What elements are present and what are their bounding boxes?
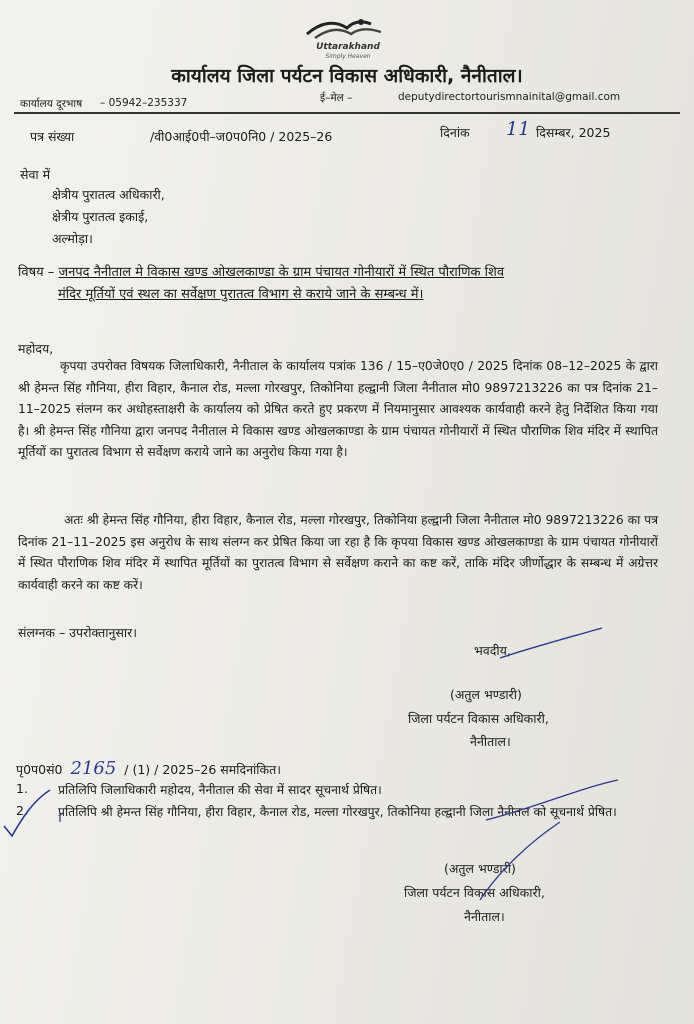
- copy-item-number: 1.: [16, 781, 28, 796]
- recipient-line: अल्मोड़ा।: [52, 231, 93, 246]
- letter-no-label: पत्र संख्या: [30, 129, 75, 144]
- copy-item: प्रतिलिपि जिलाधिकारी महोदय, नैनीताल की सेवा में सादर सूचनार्थ प्रेषित।: [58, 783, 382, 797]
- phone-label: कार्यालय दूरभाष: [20, 98, 83, 110]
- signatory-designation-2: जिला पर्यटन विकास अधिकारी,: [404, 885, 545, 900]
- greeting: महोदय,: [18, 341, 54, 356]
- signatory-designation: जिला पर्यटन विकास अधिकारी,: [408, 711, 549, 726]
- closing: भवदीय,: [474, 643, 511, 658]
- subject-line-2: मंदिर मूर्तियों एवं स्थल का सर्वेक्षण पुरातत्व विभाग से कराये जाने के सम्बन्ध में।: [58, 287, 424, 302]
- subject-line-1: जनपद नैनीताल मे विकास खण्ड ओखलकाण्डा के ग्राम पंचायत गोनीयारों में स्थित पौराणिक शिव: [58, 265, 505, 280]
- signature-stroke: [500, 628, 602, 658]
- enclosure-note: संलग्नक – उपरोक्तानुसार।: [18, 625, 138, 640]
- body-paragraph-1: कृपया उपरोक्त विषयक जिलाधिकारी, नैनीताल के कार्यालय पत्रांक 136 / 15–ए0जे0ए0 / 2025 दिनांक 08–12–2025 के द्वारा श्री हेमन्त सिंह गौनिया, हीरा विहार, कैनाल रोड, मल्ला गोरखपुर, तिकोनिया हल्द्वानी जिला नैनीताल मो0 9897213226 का पत्र दिनांक 21–11–2025 संलग्न कर अधोहस्ताक्षरी के कार्यालय को प्रेषित करते हुए प्रकरण में नियमानुसार आवश्यक कार्यवाही करने हेतु निर्देशित किया गया है। श्री हेमन्त सिंह गौनिया द्वारा जनपद नैनीताल मे विकास खण्ड ओखलकाण्डा के ग्राम पंचायत गोनीयारों में स्थित पौराणिक शिव मंदिर में स्थापित मूर्तियों का पुरातत्व विभाग से सर्वेक्षण कराये जाने का अनुरोध किया गया है।: [18, 359, 658, 459]
- salutation: सेवा में: [20, 167, 51, 182]
- signatory-name: (अतुल भण्डारी): [450, 687, 522, 702]
- recipient-line: क्षेत्रीय पुरातत्व इकाई,: [52, 209, 149, 224]
- subject-label: विषय –: [18, 265, 55, 280]
- signatory-name-2: (अतुल भण्डारी): [444, 861, 516, 876]
- handwritten-date: 11: [506, 118, 531, 140]
- signatory-place-2: नैनीताल।: [464, 909, 505, 924]
- header-divider: [14, 112, 680, 114]
- date-label: दिनांक: [440, 125, 470, 140]
- body-paragraph-2: अतः श्री हेमन्त सिंह गौनिया, हीरा विहार, कैनाल रोड, मल्ला गोरखपुर, तिकोनिया हल्द्वानी जिला नैनीताल मो0 9897213226 का पत्र दिनांक 21–11–2025 इस अनुरोध के साथ संलग्न कर प्रेषित किया जा रहा है कि कृपया विकास खण्ड ओखलकाण्डा के ग्राम पंचायत गोनीयारों में स्थित पौराणिक शिव मंदिर में स्थापित मूर्तियों का पुरातत्व विभाग से सर्वेक्षण कराने का कष्ट करें, ताकि मंदिर जीर्णोद्धार के सम्बन्ध में अग्रेत्तर कार्यवाही करने का कष्ट करें।: [18, 513, 658, 592]
- logo-brand-text: Uttarakhand: [316, 42, 380, 52]
- bird-logo-icon: [301, 16, 395, 42]
- logo-tagline: Simply Heaven: [325, 53, 371, 60]
- handwritten-endorsement-no: 2165: [70, 758, 117, 779]
- endorsement-prefix: पृ0प0सं0: [16, 762, 63, 777]
- endorsement-line: [16, 758, 281, 779]
- office-title: कार्यालय जिला पर्यटन विकास अधिकारी, नैनीताल।: [171, 65, 523, 87]
- copy-item: प्रतिलिपि श्री हेमन्त सिंह गौनिया, हीरा विहार, कैनाल रोड, मल्ला गोरखपुर, तिकोनिया हल्द्वानी जिला नैनीतल को सूचनार्थ प्रेषित।: [58, 805, 617, 819]
- phone-value: – 05942–235337: [100, 97, 188, 109]
- endorsement-suffix: / (1) / 2025–26 समदिनांकित।: [124, 762, 281, 777]
- subject-block: [18, 262, 658, 306]
- signatory-place: नैनीताल।: [470, 734, 511, 749]
- uttarakhand-logo: [293, 16, 403, 60]
- copy-item-number: 2.: [16, 803, 28, 818]
- recipient-line: क्षेत्रीय पुरातत्व अधिकारी,: [52, 187, 165, 202]
- email-value: deputydirectortourismnainital@gmail.com: [398, 91, 621, 103]
- letter-no-value: /वी0आई0पी–ज0प0नि0 / 2025–26: [150, 129, 333, 144]
- email-label: ई–मेल –: [320, 92, 353, 104]
- date-value: दिसम्बर, 2025: [536, 125, 611, 140]
